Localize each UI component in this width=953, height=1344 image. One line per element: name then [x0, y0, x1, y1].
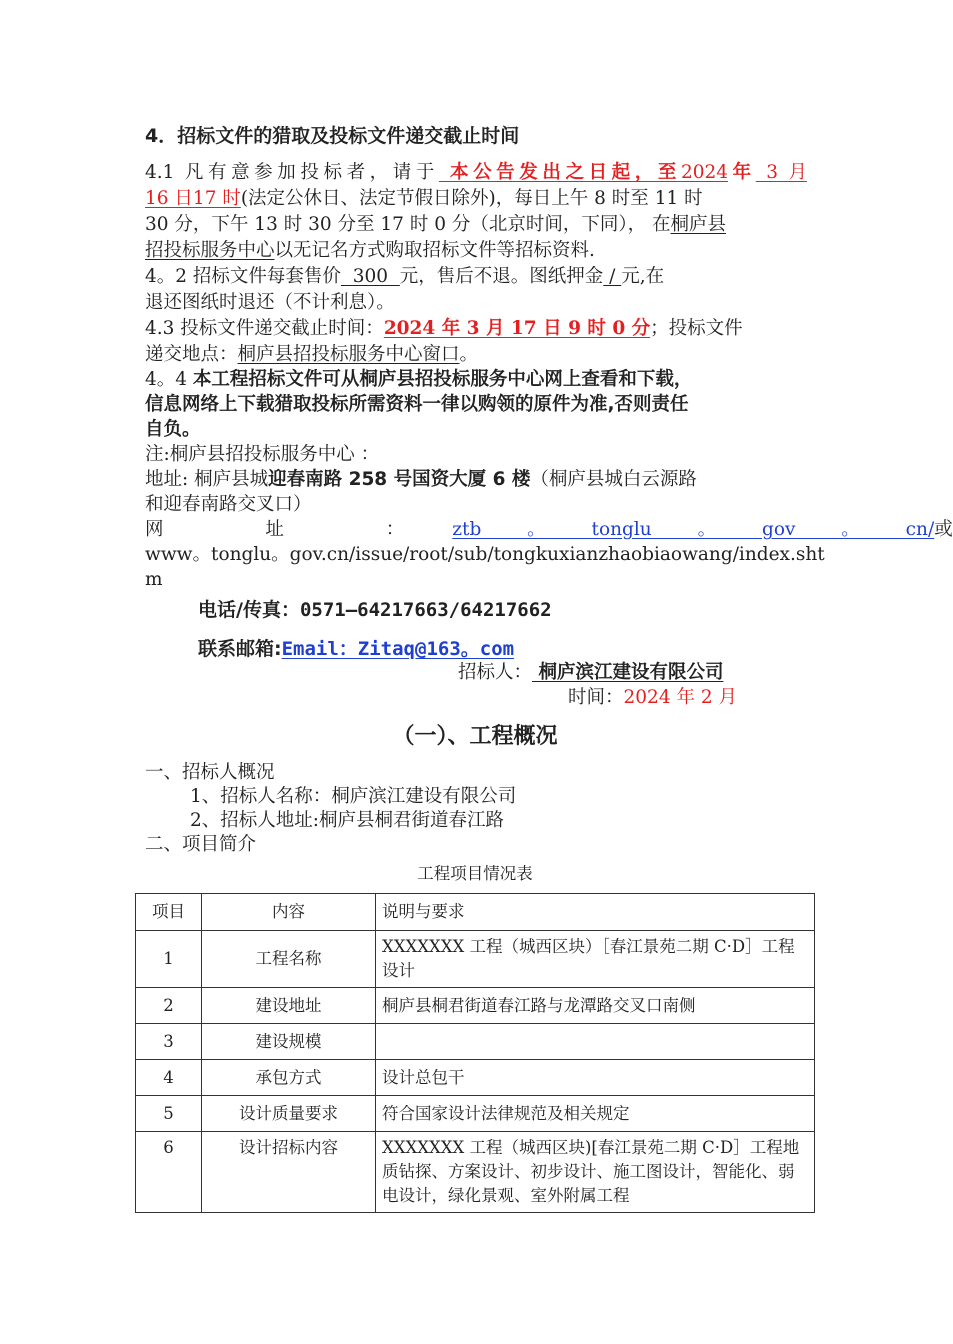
email-link[interactable]: Email：Zitaq@163。com	[281, 638, 515, 660]
address-line1: 地址: 桐庐县城迎春南路 258 号国资大厦 6 楼（桐庐县城白云源路	[145, 469, 697, 490]
header-no: 项目	[136, 894, 202, 931]
address-line2: 和迎春南路交叉口）	[145, 494, 312, 515]
website-line1: 网 址 ： ztb 。 tonglu 。 gov 。 cn/ 或	[145, 517, 807, 543]
para-4-2-line2: 退还图纸时退还（不计利息）。	[145, 292, 395, 313]
para-4-1-line2: 16 日17 时(法定公休日、法定节假日除外)，每日上午 8 时至 11 时	[145, 188, 703, 209]
row-desc: 桐庐县桐君街道春江路与龙潭路交叉口南侧	[376, 988, 815, 1024]
table-row	[136, 988, 815, 1024]
header-item: 内容	[202, 894, 376, 931]
date-line: 时间：2024 年 2 月	[568, 687, 738, 708]
para-4-4-line2: 信息网络上下载猎取投标所需资料一律以购领的原件为准,否则责任	[145, 394, 689, 415]
website-line2: www。tonglu。gov.cn/issue/root/sub/tongkuxianzhaobiaowang/index.sht	[145, 544, 825, 565]
row-item: 设计招标内容	[202, 1132, 376, 1213]
row-desc: 设计总包干	[376, 1060, 815, 1096]
table-row	[136, 1132, 815, 1213]
phone-line: 电话/传真：0571—64217663/64217662	[198, 599, 552, 621]
para-4-3-line2: 递交地点：桐庐县招投标服务中心窗口。	[145, 344, 479, 365]
row-item: 建设地址	[202, 988, 376, 1024]
row-desc: XXXXXXX 工程（城西区块）［春江景苑二期 C·D］工程设计	[376, 931, 815, 988]
overview-item-2: 2、招标人地址:桐庐县桐君街道春江路	[190, 810, 505, 831]
para-4-3-line1: 4.3 投标文件递交截止时间：2024 年 3 月 17 日 9 时 0 分；投标文件	[145, 318, 743, 339]
email-line: 联系邮箱:Email：Zitaq@163。com	[198, 638, 515, 660]
row-item: 设计质量要求	[202, 1096, 376, 1132]
overview-heading-2: 二、项目简介	[145, 834, 257, 855]
website-link[interactable]: ztb 。 tonglu 。 gov 。 cn/	[452, 519, 935, 540]
overview-heading-1: 一、招标人概况	[145, 762, 275, 783]
para-4-4-line3: 自负。	[145, 419, 201, 440]
row-item: 工程名称	[202, 931, 376, 988]
para-4-4-line1: 4。4 本工程招标文件可从桐庐县招投标服务中心网上查看和下载，	[145, 369, 693, 390]
row-no: 2	[136, 988, 202, 1024]
table-caption: 工程项目情况表	[417, 864, 533, 883]
section-4-heading: 4．招标文件的猎取及投标文件递交截止时间	[145, 125, 520, 147]
overview-title: （一）、工程概况	[392, 724, 558, 749]
row-item: 承包方式	[202, 1060, 376, 1096]
website-line3: m	[145, 569, 163, 590]
header-desc: 说明与要求	[376, 894, 815, 931]
row-item: 建设规模	[202, 1024, 376, 1060]
row-no: 6	[136, 1132, 202, 1213]
row-desc	[376, 1024, 815, 1060]
project-info-table	[135, 893, 815, 1213]
para-4-2-line1: 4。2 招标文件每套售价 300 元，售后不退。图纸押金 / 元,在	[145, 266, 665, 287]
row-no: 4	[136, 1060, 202, 1096]
overview-item-1: 1、招标人名称：桐庐滨江建设有限公司	[190, 786, 517, 807]
row-no: 1	[136, 931, 202, 988]
table-row	[136, 1060, 815, 1096]
para-4-1-line3: 30 分，下午 13 时 30 分至 17 时 0 分（北京时间，下同）， 在桐庐县	[145, 214, 727, 235]
table-header-row	[136, 894, 815, 931]
table-row	[136, 1024, 815, 1060]
para-4-1-line1: 4.1 凡有意参加投标者，请于 本公告发出之日起，至2024年 3 月	[145, 162, 807, 183]
tenderer-line: 招标人： 桐庐滨江建设有限公司	[458, 662, 724, 683]
table-row	[136, 1096, 815, 1132]
table-row	[136, 931, 815, 988]
row-no: 5	[136, 1096, 202, 1132]
row-desc: XXXXXXX 工程（城西区块)[春江景苑二期 C·D］工程地质钻探、方案设计、初步设计、施工图设计，智能化、弱电设计，绿化景观、室外附属工程	[376, 1132, 815, 1213]
row-no: 3	[136, 1024, 202, 1060]
note-line: 注:桐庐县招投标服务中心 ：	[145, 444, 380, 465]
para-4-1-line4: 招投标服务中心以无记名方式购取招标文件等招标资料.	[145, 240, 595, 261]
row-desc: 符合国家设计法律规范及相关规定	[376, 1096, 815, 1132]
